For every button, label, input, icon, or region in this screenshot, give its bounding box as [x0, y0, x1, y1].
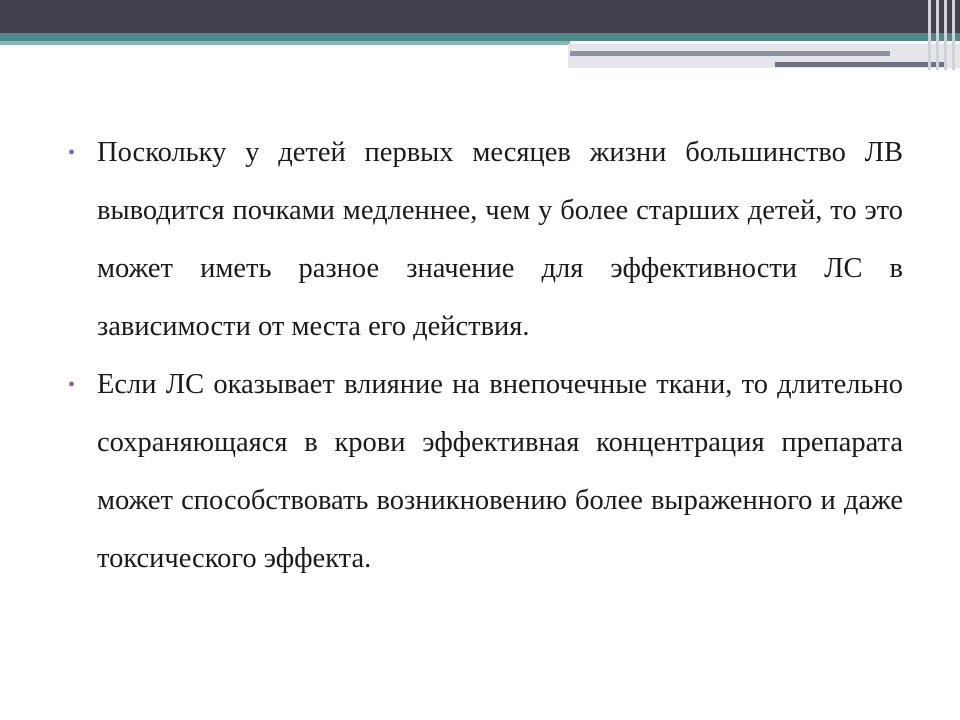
header-teal-band — [0, 33, 960, 41]
slide-body — [68, 124, 903, 588]
bullet-text: Поскольку у детей первых месяцев жизни большинство ЛВ выводится почками медленнее, чем у более старших детей, то это может иметь разное значение для эффективности ЛС в зависимости от места его действия. — [97, 137, 903, 342]
header-edge-stripes — [924, 0, 960, 70]
header-teal-thin-line — [0, 41, 570, 45]
header-accent-line-short — [775, 62, 945, 67]
header-accent-line — [570, 51, 890, 56]
bullet-icon: • — [68, 374, 76, 396]
bullet-icon: • — [68, 142, 76, 164]
bullet-item — [68, 356, 903, 588]
bullet-item — [68, 124, 903, 356]
bullet-text: Если ЛС оказывает влияние на внепочечные ткани, то длительно сохраняющаяся в крови эффективная концентрация препарата может способствовать возникновению более выраженного и даже токсического эффекта. — [97, 369, 903, 574]
header-dark-bar — [0, 0, 960, 33]
